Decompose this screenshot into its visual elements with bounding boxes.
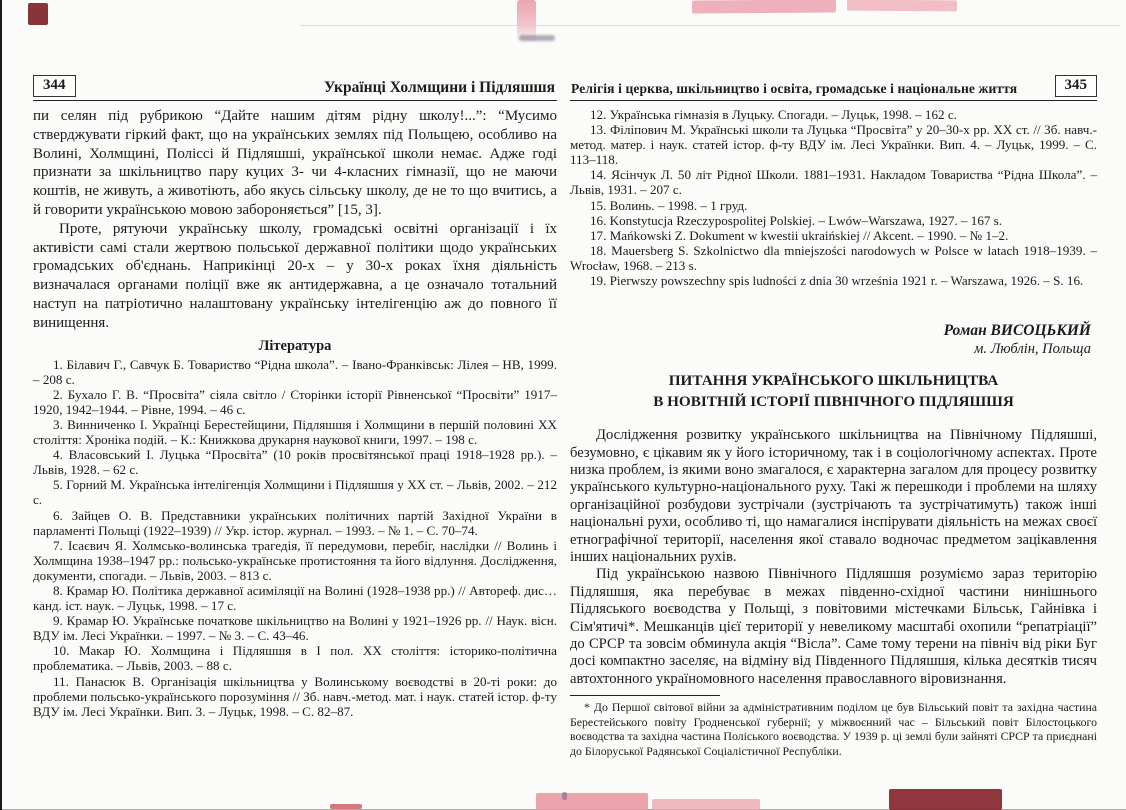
literature-item: 19. Pierwszy powszechny spis ludności z dnia 30 września 1921 r. – Warszawa, 1926. – S. 16. (590, 273, 1084, 289)
right-body (570, 427, 1097, 688)
scan-mark-maroon-top-left (28, 3, 48, 25)
left-body (33, 107, 557, 333)
literature-item: 2. Бухало Г. В. “Просвіта” сіяла світло / Сторінки історії Рівненської “Просвіти” 1917–1920, 1942–1944. – Рівне, 1994. – 46 с. (33, 386, 557, 417)
paragraph: Дослідження розвитку українського шкільництва на Північному Підляшші, безумовно, є цікавим як у його історичному, так і в соціологічному аспектах. Проте низка проблем, із якими воно змагалося, є характерна загалом для процесу розвитку українського культурно-національного руху. Такі ж перешкоди і проблеми на шляху організаційної розбудови зустрічали (зустрічають та зустрічатимуть) також інші національні рухи, особливо ті, що намагалися інспірувати діяльність на межах своєї етнографічної території, населення якої ставало водночас предметом зацікавлення інших національних рухів. (570, 427, 1097, 565)
scan-smear-gray (519, 35, 555, 41)
page-number-box-345: 345 (1055, 75, 1098, 97)
literature-list-right (570, 107, 1097, 288)
page-header-left (33, 75, 557, 101)
article-title-line-1: ПИТАННЯ УКРАЇНСЬКОГО ШКІЛЬНИЦТВА (668, 372, 999, 390)
literature-item: 8. Крамар Ю. Політика державної асиміляції на Волині (1928–1938 рр.) // Автореф. дис… канд. іст. наук. – Луцьк, 1998. – 17 с. (33, 582, 557, 614)
page-345 (570, 75, 1097, 759)
running-title-left: Українці Холмщини і Підляшшя (323, 79, 555, 96)
literature-item: 1. Білавич Г., Савчук Б. Товариство “Рідна школа”. – Івано-Франківськ: Лілея – НВ, 1999. – 208 с. (33, 356, 557, 387)
author-name: Роман ВИСОЦЬКИЙ (943, 322, 1091, 340)
literature-item: 15. Волинь. – 1998. – 1 груд. (590, 197, 748, 213)
literature-item: 5. Горний М. Українська інтелігенція Холмщини і Підляшшя у XX ст. – Львів, 2002. – 212 с. (33, 477, 557, 508)
page-344 (33, 75, 557, 719)
page-number-box-344: 344 (33, 75, 76, 97)
literature-item: 16. Konstytucja Rzeczypospolitej Polskiej. – Lwów–Warszawa, 1927. – 167 s. (590, 212, 1003, 228)
scan-dot-gutter (562, 792, 567, 800)
page-header-right (570, 75, 1097, 101)
literature-item: 4. Власовський І. Луцька “Просвіта” (10 років просвітянської праці 1918–1928 рр.). – Львів, 1928. – 62 с. (33, 447, 557, 478)
literature-item: 14. Ясінчук Л. 50 літ Рідної Школи. 1881–1931. Накладом Товариства “Рідна Школа”. – Львів, 1931. – 207 с. (570, 167, 1097, 198)
running-title-right: Релігія і церква, шкільництво і освіта, громадське і національне життя (571, 81, 1018, 96)
literature-item: 7. Ісаєвич Я. Холмсько-волинська трагедія, її передумови, перебіг, наслідки // Волинь і Холмщина 1938–1947 рр.: польсько-українське протистояння та його відлуння. Дослідження, документи, спогади. – Львів, 2003. – 813 с. (33, 537, 557, 583)
paragraph: Проте, рятуючи українську школу, громадські освітні організації і їх активісти самі стали жертвою польської державної політики щодо українських громадських об'єднань. Наприкінці 20-х – у 30-х роках їхня діяльність визначалася органами поліції вже як антидержавна, а це означало тотальний наступ на патріотично налаштовану українську інтелігенцію аж до повного її винищення. (33, 220, 557, 331)
scan-mark-pink-strip-top-1 (692, 0, 836, 14)
literature-item: 6. Зайцев О. В. Представники українських політичних партій Західної України в парламенті Польщі (1922–1939) // Укр. істор. журнал. – 1993. – № 1. – С. 70–74. (33, 507, 557, 538)
footnote-text: * До Першої світової війни за адміністративним поділом це був Більський повіт та західна частина Берестейського повіту Гродненської губернії; у міжвоєнний час – Більський повіт Білостоцького воєводства та західна частина Поліського воєводства. У 1939 р. ці землі були зайняті СРСР та приєднані до Білоруської Радянської Соціалістичної Республіки. (570, 700, 1097, 758)
literature-list-left (33, 357, 557, 719)
author-block (570, 322, 1097, 358)
scan-mark-pink-smudge-top (517, 0, 536, 44)
author-location: м. Люблін, Польща (974, 341, 1091, 358)
article-title-line-2: В НОВІТНІЙ ІСТОРІЇ ПІВНІЧНОГО ПІДЛЯШШЯ (653, 392, 1014, 410)
paragraph: Під українською назвою Північного Підляшшя розуміємо зараз територію Підляшшя, яка перебуває в межах південно-східної частини нинішнього Підляського воєводства у Польщі, з повітовими містечками Більськ, Гайнівка і Сім'ятичі*. Мешканців цієї території у невеликому масштабі охопили “репатріації” до СРСР та зовсім обминула акція “Вісла”. Саме тому терени на північ від ріки Буг досі компактно заселяє, на відміну від Південного Підляшшя, кілька десятків тисяч автохтонного україномовного населення православного віровизнання. (570, 566, 1097, 687)
paragraph-continuation: пи селян під рубрикою “Дайте нашим дітям рідну школу!...”: “Мусимо стверджувати гіркий факт, що на українських землях під Польщею, особливо на Волині, Холмщині, Поліссі й Підляшші, української школи немає. Адже годі признати за шкільництво пару куцих 3- чи 4-класних гімназії, що не маючи коштів, не живуть, а животіють, або якусь сільську школу, де не то що вчитись, а й говорити українською мовою забороняється” [15, 3]. (33, 108, 557, 218)
literature-item: 12. Українська гімназія в Луцьку. Спогади. – Луцьк, 1998. – 162 с. (590, 107, 957, 122)
scan-mark-pink-strip-bottom-1 (536, 793, 648, 810)
literature-heading: Література (258, 337, 332, 354)
literature-item: 18. Mauersberg S. Szkolnictwo dla mniejszości narodowych w Polsce w latach 1918–1939. – Wrocław, 1968. – 213 s. (570, 242, 1097, 273)
scan-hairline-top (300, 25, 1120, 26)
literature-item: 9. Крамар Ю. Українське початкове шкільництво на Волині у 1921–1926 рр. // Наук. вісн. ВДУ ім. Лесі Українки. – 1997. – № 3. – С. 43–46. (33, 613, 557, 644)
literature-item: 17. Mańkowski Z. Dokument w kwestii ukraińskiej // Akcent. – 1990. – № 1–2. (590, 227, 1009, 243)
literature-item: 10. Макар Ю. Холмщина і Підляшшя в І пол. XX століття: історико-політична проблематика. – Львів, 2003. – 88 с. (33, 643, 557, 674)
literature-item: 13. Філіпович М. Українські школи та Луцька “Просвіта” у 20–30-х рр. XX ст. // Зб. навч.-метод. матер. і наук. статей істор. ф-ту ВДУ ім. Лесі Українки. Вип. 4. – Луцьк, 1999. – С. 113–118. (570, 122, 1097, 168)
literature-item: 11. Панасюк В. Організація шкільництва у Волинському воєводстві в 20-ті роки: до проблеми польсько-українського порозуміння // Зб. навч.-метод. мат. і наук. статей істор. ф-ту ВДУ ім. Лесі Українки. Вип. 3. – Луцьк, 1998. – С. 82–87. (33, 673, 557, 719)
scan-mark-pink-strip-top-2 (847, 0, 957, 11)
footnote-separator (570, 695, 720, 696)
article-title (570, 371, 1097, 412)
scan-mark-maroon-bottom (889, 789, 1002, 810)
literature-item: 3. Винниченко І. Українці Берестейщини, Підляшшя і Холмщини в першій половині XX століття: Хроніка подій. – К.: Книжкова друкарня наукової книги, 1997. – 198 с. (33, 416, 557, 448)
scan-edge-line-left (0, 0, 2, 810)
